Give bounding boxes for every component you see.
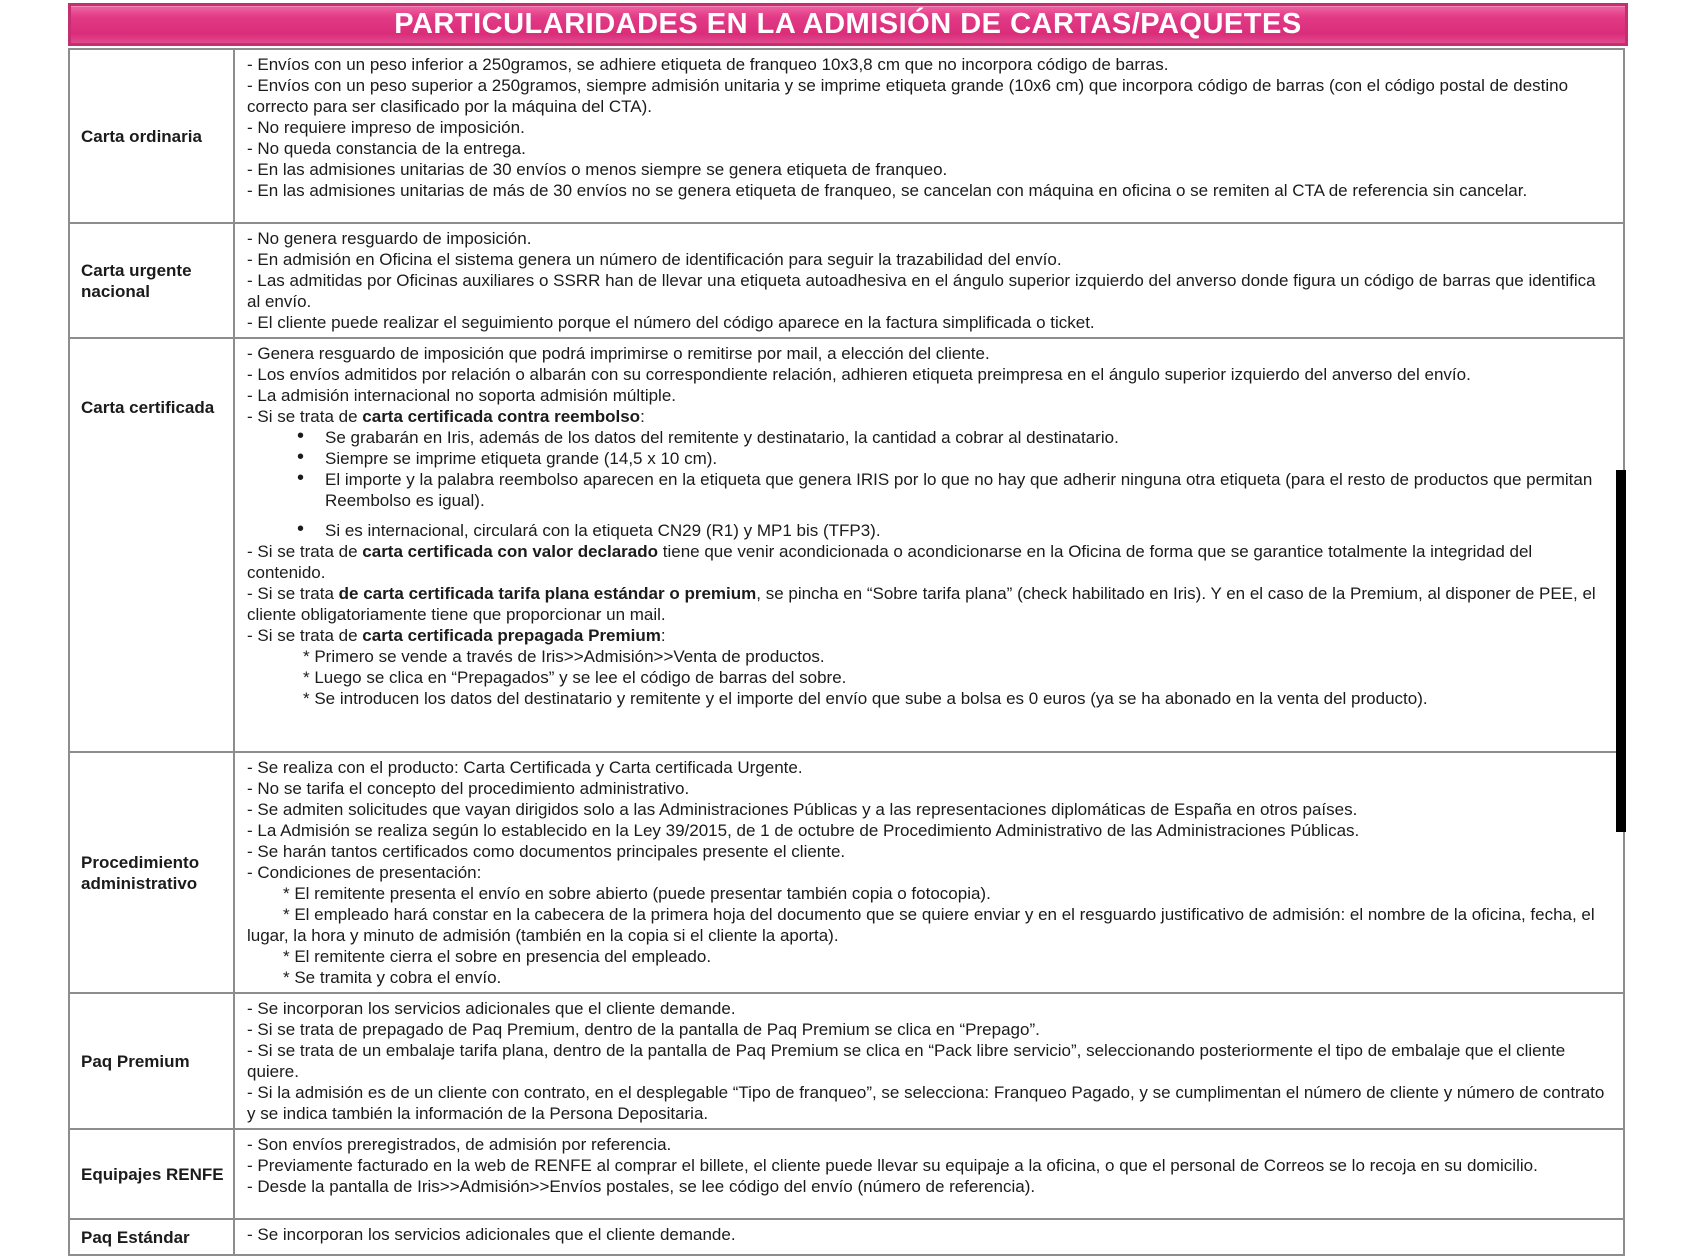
detail-line: * Se tramita y cobra el envío. xyxy=(283,968,502,987)
row-label-carta-certificada: Carta certificada xyxy=(69,338,234,752)
table-row-carta-ordinaria xyxy=(69,49,1624,223)
detail-line: - Desde la pantalla de Iris>>Admisión>>Envíos postales, se lee código del envío (número de referencia). xyxy=(247,1177,1036,1196)
detail-line: • Si es internacional, circulará con la etiqueta CN29 (R1) y MP1 bis (TFP3). xyxy=(247,520,1613,541)
detail-line: * Luego se clica en “Prepagados” y se lee el código de barras del sobre. xyxy=(303,668,847,687)
detail-line: - No queda constancia de la entrega. xyxy=(247,139,526,158)
detail-line: - Previamente facturado en la web de RENFE al comprar el billete, el cliente puede llevar su equipaje a la oficina, o que el personal de Correos se lo recoja en su domicilio. xyxy=(247,1156,1538,1175)
detail-line: - Los envíos admitidos por relación o albarán con su correspondiente relación, adhieren etiqueta preimpresa en el ángulo superior izquierdo del anverso del envío. xyxy=(247,365,1471,384)
detail-line: - Genera resguardo de imposición que podrá imprimirse o remitirse por mail, a elección del cliente. xyxy=(247,344,990,363)
table-row-paq-premium xyxy=(69,993,1624,1129)
detail-line: - Envíos con un peso inferior a 250gramos, se adhiere etiqueta de franqueo 10x3,8 cm que no incorpora código de barras. xyxy=(247,55,1169,74)
detail-line: - Condiciones de presentación: xyxy=(247,863,482,882)
row-label-paq-estandar: Paq Estándar xyxy=(69,1219,234,1255)
spacer xyxy=(247,511,1613,520)
row-label-carta-ordinaria: Carta ordinaria xyxy=(69,49,234,223)
detail-line: - Se harán tantos certificados como documentos principales presente el cliente. xyxy=(247,842,846,861)
title-bar xyxy=(68,3,1628,46)
detail-line: - No se tarifa el concepto del procedimiento administrativo. xyxy=(247,779,690,798)
document-page xyxy=(68,3,1628,1256)
row-content-carta-urgente-nacional xyxy=(234,223,1624,338)
detail-line: • Siempre se imprime etiqueta grande (14,5 x 10 cm). xyxy=(247,448,1613,469)
row-content-procedimiento-administrativo xyxy=(234,752,1624,993)
detail-line: * El remitente cierra el sobre en presencia del empleado. xyxy=(283,947,712,966)
detail-line: - La Admisión se realiza según lo establecido en la Ley 39/2015, de 1 de octubre de Procedimiento Administrativo de las Administraciones Públicas. xyxy=(247,821,1360,840)
detail-line: - Se admiten solicitudes que vayan dirigidos solo a las Administraciones Públicas y a las representaciones diplomáticas de España en otros países. xyxy=(247,800,1358,819)
row-content-carta-certificada xyxy=(234,338,1624,752)
detail-line: * El empleado hará constar en la cabecera de la primera hoja del documento que se quiere enviar y en el resguardo justificativo de admisión: el nombre de la oficina, fecha, el lugar, la hora y minuto de admisión (también en la copia si el cliente la aporta). xyxy=(247,905,1595,945)
row-label-paq-premium: Paq Premium xyxy=(69,993,234,1129)
detail-line: - Se incorporan los servicios adicionales que el cliente demande. xyxy=(247,999,736,1018)
row-content-paq-estandar xyxy=(234,1219,1624,1255)
table-body xyxy=(69,49,1624,1255)
detail-line: - Si se trata de un embalaje tarifa plana, dentro de la pantalla de Paq Premium se clica en “Pack libre servicio”, seleccionando posteriormente el tipo de embalaje que el cliente quiere. xyxy=(247,1041,1566,1081)
detail-line: - Si se trata de prepagado de Paq Premium, dentro de la pantalla de Paq Premium se clica en “Prepago”. xyxy=(247,1020,1040,1039)
detail-line: • Se grabarán en Iris, además de los datos del remitente y destinatario, la cantidad a cobrar al destinatario. xyxy=(247,427,1613,448)
detail-line: - No requiere impreso de imposición. xyxy=(247,118,525,137)
detail-line: - Son envíos preregistrados, de admisión por referencia. xyxy=(247,1135,672,1154)
row-label-equipajes-renfe: Equipajes RENFE xyxy=(69,1129,234,1219)
detail-line: - El cliente puede realizar el seguimiento porque el número del código aparece en la factura simplificada o ticket. xyxy=(247,313,1095,332)
row-label-procedimiento-administrativo: Procedimiento administrativo xyxy=(69,752,234,993)
row-content-equipajes-renfe xyxy=(234,1129,1624,1219)
detail-line: - La admisión internacional no soporta admisión múltiple. xyxy=(247,386,677,405)
detail-line: * El remitente presenta el envío en sobre abierto (puede presentar también copia o fotocopia). xyxy=(283,884,991,903)
row-content-carta-ordinaria xyxy=(234,49,1624,223)
detail-line: * Se introducen los datos del destinatario y remitente y el importe del envío que sube a bolsa es 0 euros (ya se ha abonado en la venta del producto). xyxy=(303,689,1428,708)
vertical-bar-artifact xyxy=(1616,470,1626,832)
table-row-paq-estandar xyxy=(69,1219,1624,1255)
detail-line: - En las admisiones unitarias de 30 envíos o menos siempre se genera etiqueta de franqueo. xyxy=(247,160,948,179)
particularidades-table xyxy=(68,48,1625,1256)
detail-line: - Si se trata de carta certificada contra reembolso: xyxy=(247,407,645,426)
detail-line: - Se incorporan los servicios adicionales que el cliente demande. xyxy=(247,1225,736,1244)
detail-line: * Primero se vende a través de Iris>>Admisión>>Venta de productos. xyxy=(303,647,825,666)
detail-line: - Si se trata de carta certificada con valor declarado tiene que venir acondicionada o acondicionarse en la Oficina de forma que se garantice totalmente la integridad del contenido. xyxy=(247,542,1533,582)
page-title: PARTICULARIDADES EN LA ADMISIÓN DE CARTAS/PAQUETES xyxy=(394,8,1302,40)
row-content-paq-premium xyxy=(234,993,1624,1129)
detail-line: • El importe y la palabra reembolso aparecen en la etiqueta que genera IRIS por lo que no hay que adherir ninguna otra etiqueta (para el resto de productos que permitan Reembolso es igual). xyxy=(247,469,1613,511)
detail-line: - Si se trata de carta certificada tarifa plana estándar o premium, se pincha en “Sobre tarifa plana” (check habilitado en Iris). Y en el caso de la Premium, al disponer de PEE, el cliente obligatoriamente tiene que proporcionar un mail. xyxy=(247,584,1596,624)
detail-line: - Se realiza con el producto: Carta Certificada y Carta certificada Urgente. xyxy=(247,758,803,777)
detail-line: - Envíos con un peso superior a 250gramos, siempre admisión unitaria y se imprime etiqueta grande (10x6 cm) que incorpora código de barras (con el código postal de destino correcto para ser clasificado por la máquina del CTA). xyxy=(247,76,1569,116)
detail-line: - En admisión en Oficina el sistema genera un número de identificación para seguir la trazabilidad del envío. xyxy=(247,250,1062,269)
detail-line: - Si la admisión es de un cliente con contrato, en el desplegable “Tipo de franqueo”, se selecciona: Franqueo Pagado, y se cumplimentan el número de cliente y número de contrato y se indica también la información de la Persona Depositaria. xyxy=(247,1083,1605,1123)
row-label-carta-urgente-nacional: Carta urgente nacional xyxy=(69,223,234,338)
table-row-procedimiento-administrativo xyxy=(69,752,1624,993)
table-row-carta-certificada xyxy=(69,338,1624,752)
table-row-equipajes-renfe xyxy=(69,1129,1624,1219)
detail-line: - Las admitidas por Oficinas auxiliares o SSRR han de llevar una etiqueta autoadhesiva en el ángulo superior izquierdo del anverso donde figura un código de barras que identifica al envío. xyxy=(247,271,1596,311)
detail-line: - Si se trata de carta certificada prepagada Premium: xyxy=(247,626,666,645)
table-row-carta-urgente-nacional xyxy=(69,223,1624,338)
detail-line: - No genera resguardo de imposición. xyxy=(247,229,532,248)
detail-line: - En las admisiones unitarias de más de 30 envíos no se genera etiqueta de franqueo, se cancelan con máquina en oficina o se remiten al CTA de referencia sin cancelar. xyxy=(247,181,1528,200)
